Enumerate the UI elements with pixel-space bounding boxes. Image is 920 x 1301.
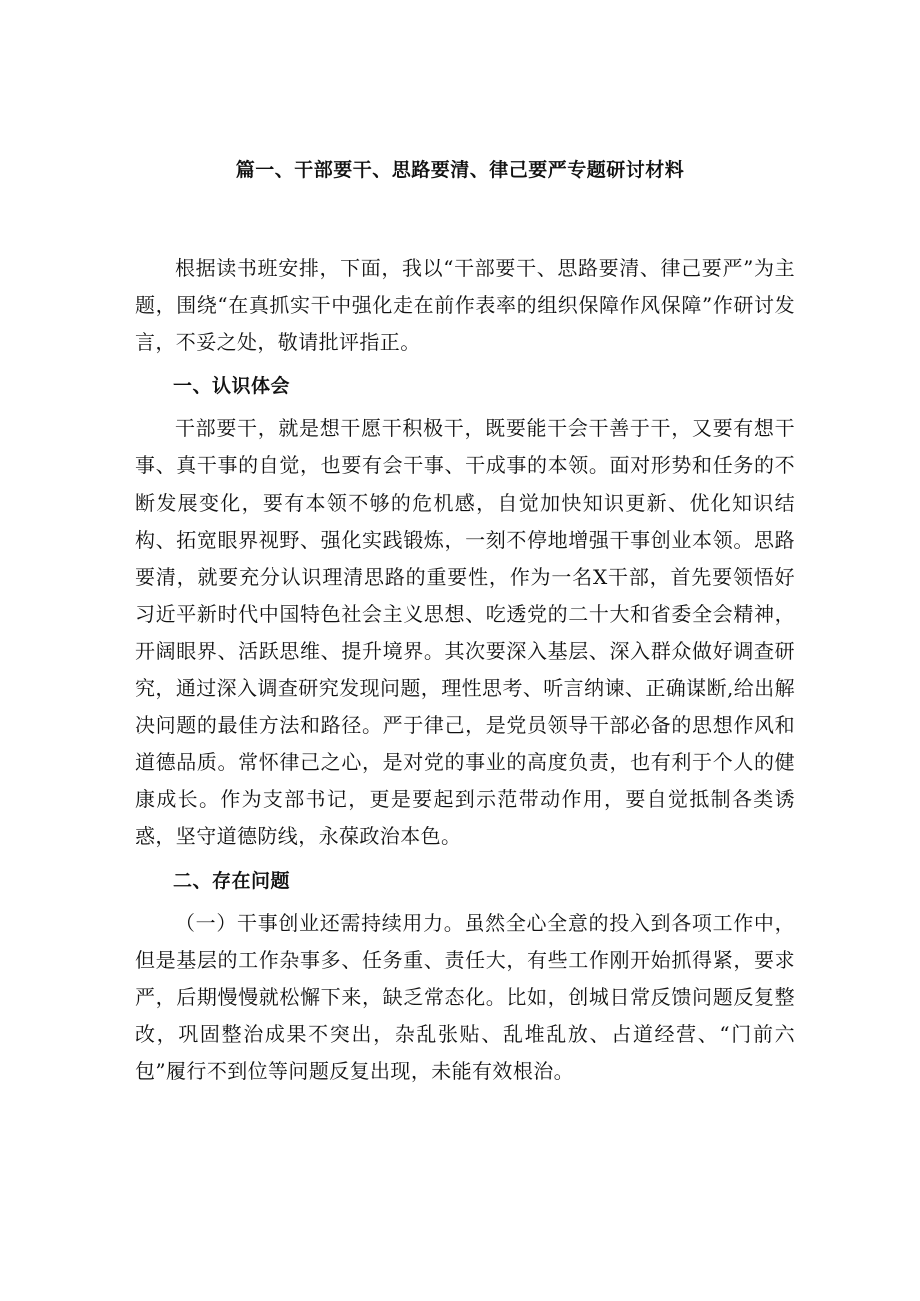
section1-heading: 一、认识体会 <box>173 375 291 398</box>
intro-paragraph: 根据读书班安排，下面，我以“干部要干、思路要清、律己要严”为主题，围绕“在真抓实干中强化走在前作表率的组织保障作风保障”作研讨发言，不妥之处，敬请批评指正。 <box>135 256 795 355</box>
document-title: 篇一、干部要干、思路要清、律己要严专题研讨材料 <box>235 159 685 181</box>
document-body <box>135 250 795 1090</box>
section2-item1-paragraph: （一）干事创业还需持续用力。虽然全心全意的投入到各项工作中，但是基层的工作杂事多、任务重、责任大，有些工作刚开始抓得紧，要求严，后期慢慢就松懈下来，缺乏常态化。比如，创城日常反馈问题反复整改，巩固整治成果不突出，杂乱张贴、乱堆乱放、占道经营、“门前六包”履行不到位等问题反复出现，未能有效根治。 <box>135 910 795 1083</box>
section1-paragraph: 干部要干，就是想干愿干积极干，既要能干会干善于干，又要有想干事、真干事的自觉，也要有会干事、干成事的本领。面对形势和任务的不断发展变化，要有本领不够的危机感，自觉加快知识更新、优化知识结构、拓宽眼界视野、强化实践锻炼，一刻不停地增强干事创业本领。思路要清，就要充分认识理清思路的重要性，作为一名X干部，首先要领悟好习近平新时代中国特色社会主义思想、吃透党的二十大和省委全会精神，开阔眼界、活跃思维、提升境界。其次要深入基层、深入群众做好调查研究，通过深入调查研究发现问题，理性思考、听言纳谏、正确谋断,给出解决问题的最佳方法和路径。严于律己，是党员领导干部必备的思想作风和道德品质。常怀律己之心，是对党的事业的高度负责，也有利于个人的健康成长。作为支部书记，更是要起到示范带动作用，要自觉抵制各类诱惑，坚守道德防线，永葆政治本色。 <box>135 416 795 849</box>
section2-heading: 二、存在问题 <box>173 869 291 892</box>
